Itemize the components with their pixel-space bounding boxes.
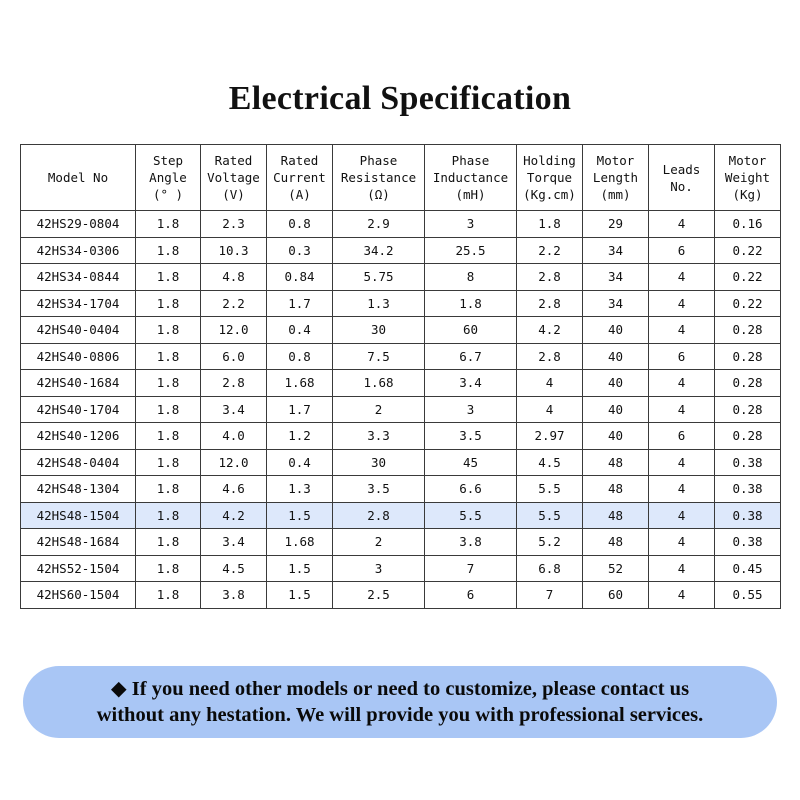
cell-leads-no: 4 <box>649 555 715 582</box>
cell-motor-weight: 0.38 <box>715 449 781 476</box>
table-row <box>21 555 781 582</box>
cell-motor-length: 48 <box>583 502 649 529</box>
cell-step-angle: 1.8 <box>136 423 201 450</box>
table-row <box>21 370 781 397</box>
cell-holding-torque: 2.97 <box>517 423 583 450</box>
cell-phase-inductance: 1.8 <box>425 290 517 317</box>
cell-rated-voltage: 12.0 <box>201 449 267 476</box>
cell-phase-inductance: 60 <box>425 317 517 344</box>
cell-rated-current: 0.8 <box>267 343 333 370</box>
table-row <box>21 343 781 370</box>
cell-model-no: 42HS40-0404 <box>21 317 136 344</box>
cell-rated-voltage: 12.0 <box>201 317 267 344</box>
cell-rated-current: 1.2 <box>267 423 333 450</box>
notice-line-1: ◆ If you need other models or need to customize, please contact us <box>110 678 690 700</box>
cell-phase-inductance: 8 <box>425 264 517 291</box>
cell-motor-length: 34 <box>583 264 649 291</box>
cell-motor-length: 52 <box>583 555 649 582</box>
cell-rated-current: 0.84 <box>267 264 333 291</box>
cell-holding-torque: 4.5 <box>517 449 583 476</box>
cell-motor-weight: 0.55 <box>715 582 781 609</box>
cell-motor-weight: 0.28 <box>715 396 781 423</box>
cell-holding-torque: 2.2 <box>517 237 583 264</box>
cell-holding-torque: 4 <box>517 370 583 397</box>
cell-motor-weight: 0.22 <box>715 290 781 317</box>
cell-phase-inductance: 6.6 <box>425 476 517 503</box>
cell-model-no: 42HS34-0844 <box>21 264 136 291</box>
cell-phase-inductance: 45 <box>425 449 517 476</box>
cell-phase-resistance: 3 <box>333 555 425 582</box>
spec-table-header <box>21 145 781 211</box>
cell-phase-inductance: 7 <box>425 555 517 582</box>
cell-motor-weight: 0.28 <box>715 343 781 370</box>
cell-phase-inductance: 3.4 <box>425 370 517 397</box>
cell-leads-no: 4 <box>649 290 715 317</box>
cell-phase-inductance: 3.8 <box>425 529 517 556</box>
cell-motor-length: 34 <box>583 290 649 317</box>
table-row <box>21 211 781 238</box>
cell-step-angle: 1.8 <box>136 582 201 609</box>
cell-leads-no: 4 <box>649 476 715 503</box>
cell-motor-weight: 0.38 <box>715 502 781 529</box>
table-row <box>21 582 781 609</box>
table-row <box>21 502 781 529</box>
cell-phase-inductance: 3 <box>425 396 517 423</box>
cell-rated-current: 1.7 <box>267 396 333 423</box>
cell-model-no: 42HS48-1304 <box>21 476 136 503</box>
cell-phase-resistance: 30 <box>333 449 425 476</box>
cell-motor-length: 40 <box>583 396 649 423</box>
cell-motor-length: 40 <box>583 343 649 370</box>
table-row <box>21 317 781 344</box>
cell-motor-weight: 0.28 <box>715 317 781 344</box>
cell-step-angle: 1.8 <box>136 502 201 529</box>
spec-table-body <box>21 211 781 609</box>
cell-motor-length: 48 <box>583 529 649 556</box>
cell-holding-torque: 2.8 <box>517 343 583 370</box>
cell-leads-no: 4 <box>649 264 715 291</box>
cell-motor-length: 40 <box>583 423 649 450</box>
cell-holding-torque: 4 <box>517 396 583 423</box>
cell-leads-no: 4 <box>649 317 715 344</box>
cell-holding-torque: 2.8 <box>517 264 583 291</box>
cell-holding-torque: 7 <box>517 582 583 609</box>
cell-step-angle: 1.8 <box>136 290 201 317</box>
cell-phase-inductance: 3.5 <box>425 423 517 450</box>
cell-rated-voltage: 6.0 <box>201 343 267 370</box>
cell-motor-weight: 0.38 <box>715 529 781 556</box>
cell-motor-length: 34 <box>583 237 649 264</box>
header-motor-length: Motor Length (mm) <box>583 145 649 211</box>
cell-step-angle: 1.8 <box>136 476 201 503</box>
cell-phase-resistance: 3.5 <box>333 476 425 503</box>
cell-model-no: 42HS52-1504 <box>21 555 136 582</box>
cell-leads-no: 4 <box>649 396 715 423</box>
cell-rated-voltage: 4.6 <box>201 476 267 503</box>
cell-leads-no: 6 <box>649 343 715 370</box>
cell-step-angle: 1.8 <box>136 555 201 582</box>
cell-rated-voltage: 2.8 <box>201 370 267 397</box>
cell-phase-resistance: 30 <box>333 317 425 344</box>
cell-phase-inductance: 6.7 <box>425 343 517 370</box>
cell-rated-current: 1.5 <box>267 555 333 582</box>
cell-holding-torque: 5.5 <box>517 476 583 503</box>
contact-notice-banner <box>23 666 777 738</box>
cell-rated-current: 1.5 <box>267 502 333 529</box>
header-phase-resistance: Phase Resistance (Ω) <box>333 145 425 211</box>
cell-leads-no: 4 <box>649 582 715 609</box>
table-row <box>21 290 781 317</box>
cell-rated-voltage: 2.2 <box>201 290 267 317</box>
cell-model-no: 42HS48-1684 <box>21 529 136 556</box>
spec-table <box>20 144 781 609</box>
cell-model-no: 42HS40-1684 <box>21 370 136 397</box>
header-rated-voltage: Rated Voltage (V) <box>201 145 267 211</box>
cell-motor-weight: 0.22 <box>715 237 781 264</box>
table-row <box>21 237 781 264</box>
cell-rated-voltage: 4.5 <box>201 555 267 582</box>
cell-step-angle: 1.8 <box>136 211 201 238</box>
cell-holding-torque: 4.2 <box>517 317 583 344</box>
cell-motor-weight: 0.28 <box>715 423 781 450</box>
cell-motor-length: 48 <box>583 476 649 503</box>
cell-rated-voltage: 4.2 <box>201 502 267 529</box>
cell-leads-no: 6 <box>649 423 715 450</box>
cell-holding-torque: 2.8 <box>517 290 583 317</box>
cell-phase-resistance: 34.2 <box>333 237 425 264</box>
cell-rated-current: 0.4 <box>267 449 333 476</box>
cell-step-angle: 1.8 <box>136 317 201 344</box>
cell-motor-weight: 0.28 <box>715 370 781 397</box>
cell-leads-no: 4 <box>649 449 715 476</box>
cell-motor-weight: 0.38 <box>715 476 781 503</box>
cell-step-angle: 1.8 <box>136 264 201 291</box>
cell-phase-resistance: 1.3 <box>333 290 425 317</box>
cell-model-no: 42HS40-0806 <box>21 343 136 370</box>
cell-motor-length: 29 <box>583 211 649 238</box>
cell-model-no: 42HS40-1704 <box>21 396 136 423</box>
cell-model-no: 42HS48-1504 <box>21 502 136 529</box>
cell-rated-voltage: 3.4 <box>201 529 267 556</box>
cell-leads-no: 4 <box>649 211 715 238</box>
cell-rated-voltage: 3.8 <box>201 582 267 609</box>
cell-phase-inductance: 3 <box>425 211 517 238</box>
cell-rated-voltage: 2.3 <box>201 211 267 238</box>
cell-phase-resistance: 2 <box>333 396 425 423</box>
cell-model-no: 42HS40-1206 <box>21 423 136 450</box>
header-holding-torque: Holding Torque (Kg.cm) <box>517 145 583 211</box>
cell-phase-resistance: 5.75 <box>333 264 425 291</box>
cell-model-no: 42HS34-0306 <box>21 237 136 264</box>
cell-rated-current: 1.68 <box>267 370 333 397</box>
cell-leads-no: 4 <box>649 529 715 556</box>
cell-phase-resistance: 7.5 <box>333 343 425 370</box>
cell-phase-inductance: 5.5 <box>425 502 517 529</box>
cell-rated-current: 1.68 <box>267 529 333 556</box>
table-row <box>21 529 781 556</box>
cell-step-angle: 1.8 <box>136 343 201 370</box>
cell-rated-current: 1.5 <box>267 582 333 609</box>
cell-step-angle: 1.8 <box>136 370 201 397</box>
cell-step-angle: 1.8 <box>136 396 201 423</box>
table-row <box>21 449 781 476</box>
cell-leads-no: 4 <box>649 502 715 529</box>
cell-phase-resistance: 2.8 <box>333 502 425 529</box>
cell-phase-resistance: 3.3 <box>333 423 425 450</box>
header-step-angle: Step Angle (° ) <box>136 145 201 211</box>
header-phase-inductance: Phase Inductance (mH) <box>425 145 517 211</box>
cell-rated-current: 1.7 <box>267 290 333 317</box>
cell-phase-resistance: 2 <box>333 529 425 556</box>
cell-holding-torque: 5.5 <box>517 502 583 529</box>
cell-holding-torque: 1.8 <box>517 211 583 238</box>
cell-leads-no: 4 <box>649 370 715 397</box>
cell-rated-voltage: 10.3 <box>201 237 267 264</box>
cell-step-angle: 1.8 <box>136 529 201 556</box>
cell-motor-length: 48 <box>583 449 649 476</box>
cell-phase-inductance: 6 <box>425 582 517 609</box>
page-title: Electrical Specification <box>228 79 572 117</box>
cell-rated-voltage: 4.0 <box>201 423 267 450</box>
cell-motor-weight: 0.22 <box>715 264 781 291</box>
cell-step-angle: 1.8 <box>136 449 201 476</box>
cell-rated-voltage: 3.4 <box>201 396 267 423</box>
cell-motor-weight: 0.16 <box>715 211 781 238</box>
cell-model-no: 42HS29-0804 <box>21 211 136 238</box>
cell-phase-inductance: 25.5 <box>425 237 517 264</box>
cell-phase-resistance: 1.68 <box>333 370 425 397</box>
header-rated-current: Rated Current (A) <box>267 145 333 211</box>
cell-model-no: 42HS34-1704 <box>21 290 136 317</box>
cell-motor-length: 60 <box>583 582 649 609</box>
cell-motor-weight: 0.45 <box>715 555 781 582</box>
header-row <box>21 145 781 211</box>
table-row <box>21 264 781 291</box>
cell-phase-resistance: 2.9 <box>333 211 425 238</box>
notice-line-2: without any hestation. We will provide you with professional services. <box>96 704 704 726</box>
cell-motor-length: 40 <box>583 317 649 344</box>
cell-model-no: 42HS48-0404 <box>21 449 136 476</box>
cell-model-no: 42HS60-1504 <box>21 582 136 609</box>
cell-step-angle: 1.8 <box>136 237 201 264</box>
cell-rated-voltage: 4.8 <box>201 264 267 291</box>
cell-rated-current: 0.8 <box>267 211 333 238</box>
cell-holding-torque: 5.2 <box>517 529 583 556</box>
table-row <box>21 423 781 450</box>
header-model-no: Model No <box>21 145 136 211</box>
cell-leads-no: 6 <box>649 237 715 264</box>
header-motor-weight: Motor Weight (Kg) <box>715 145 781 211</box>
cell-motor-length: 40 <box>583 370 649 397</box>
cell-holding-torque: 6.8 <box>517 555 583 582</box>
cell-phase-resistance: 2.5 <box>333 582 425 609</box>
cell-rated-current: 0.3 <box>267 237 333 264</box>
header-leads-no: Leads No. <box>649 145 715 211</box>
table-row <box>21 476 781 503</box>
cell-rated-current: 1.3 <box>267 476 333 503</box>
cell-rated-current: 0.4 <box>267 317 333 344</box>
table-row <box>21 396 781 423</box>
